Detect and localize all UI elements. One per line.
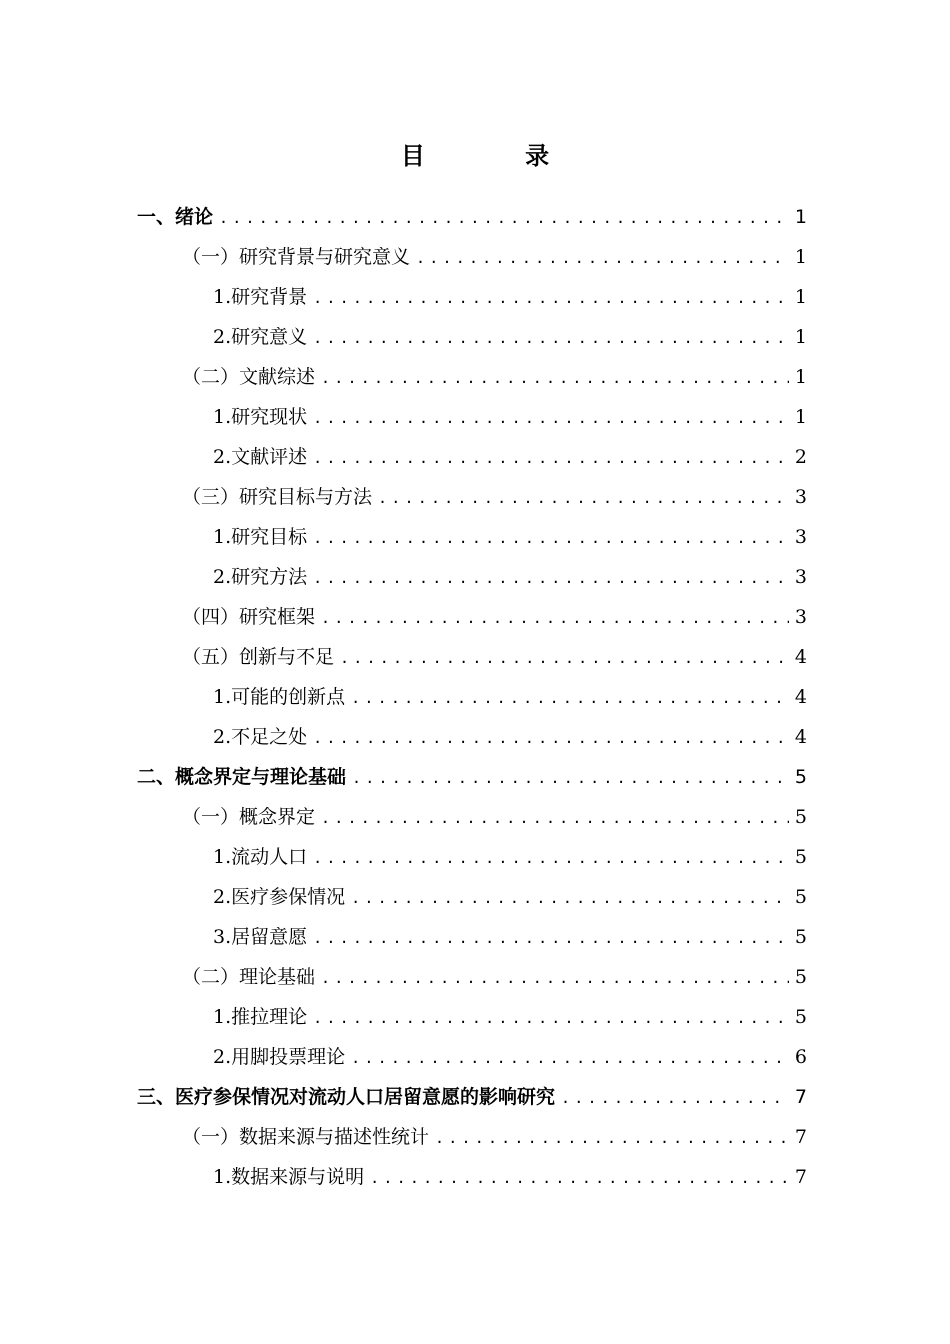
- toc-entry-label: 2.研究方法: [213, 566, 308, 588]
- toc-dot-leader: [321, 598, 789, 638]
- toc-entry-level-3[interactable]: [0, 917, 950, 957]
- toc-dot-leader: [351, 1038, 789, 1078]
- toc-entry-level-3[interactable]: [0, 397, 950, 437]
- toc-entry-level-3[interactable]: [0, 557, 950, 597]
- toc-dot-leader: [351, 678, 789, 718]
- toc-entry-level-2[interactable]: [0, 797, 950, 837]
- toc-dot-leader: [351, 878, 789, 918]
- toc-entry-label: （二）理论基础: [182, 966, 316, 988]
- toc-entry-label: 2.研究意义: [213, 326, 308, 348]
- toc-entry-level-1[interactable]: [0, 197, 950, 237]
- toc-entry-page-number: 5: [794, 926, 807, 948]
- toc-entry-page-number: 5: [794, 1006, 807, 1028]
- toc-entry-label: （一）研究背景与研究意义: [182, 246, 411, 268]
- toc-entry-level-1[interactable]: [0, 1077, 950, 1117]
- toc-entry-level-3[interactable]: [0, 517, 950, 557]
- toc-entry-level-2[interactable]: [0, 637, 950, 677]
- toc-entry-label: 1.研究目标: [213, 526, 308, 548]
- toc-entry-level-2[interactable]: [0, 357, 950, 397]
- toc-entry-page-number: 6: [794, 1046, 807, 1068]
- toc-entry-label: 1.研究背景: [213, 286, 308, 308]
- toc-entry-page-number: 3: [794, 566, 807, 588]
- toc-entry-page-number: 5: [794, 846, 807, 868]
- toc-entry-label: （三）研究目标与方法: [182, 486, 373, 508]
- toc-entry-page-number: 5: [794, 806, 807, 828]
- toc-entry-page-number: 3: [794, 526, 807, 548]
- toc-entry-page-number: 7: [794, 1086, 807, 1108]
- toc-entry-page-number: 4: [794, 686, 807, 708]
- toc-list: [0, 197, 950, 1197]
- toc-dot-leader: [435, 1118, 789, 1158]
- toc-entry-level-3[interactable]: [0, 1037, 950, 1077]
- toc-entry-level-2[interactable]: [0, 597, 950, 637]
- toc-entry-page-number: 3: [794, 486, 807, 508]
- toc-dot-leader: [313, 918, 789, 958]
- toc-entry-label: 2.不足之处: [213, 726, 308, 748]
- toc-entry-level-2[interactable]: [0, 477, 950, 517]
- toc-entry-level-3[interactable]: [0, 677, 950, 717]
- toc-dot-leader: [321, 958, 789, 998]
- toc-entry-page-number: 1: [794, 246, 807, 268]
- toc-dot-leader: [313, 718, 789, 758]
- toc-dot-leader: [313, 318, 789, 358]
- toc-entry-label: 2.用脚投票理论: [213, 1046, 346, 1068]
- toc-entry-page-number: 2: [794, 446, 807, 468]
- toc-dot-leader: [378, 478, 789, 518]
- toc-entry-page-number: 1: [794, 406, 807, 428]
- toc-entry-level-2[interactable]: [0, 957, 950, 997]
- toc-entry-level-1[interactable]: [0, 757, 950, 797]
- toc-dot-leader: [416, 238, 789, 278]
- toc-dot-leader: [313, 998, 789, 1038]
- toc-entry-level-3[interactable]: [0, 717, 950, 757]
- toc-entry-page-number: 4: [794, 646, 807, 668]
- toc-entry-label: 1.可能的创新点: [213, 686, 346, 708]
- toc-entry-label: （五）创新与不足: [182, 646, 335, 668]
- toc-entry-label: （一）概念界定: [182, 806, 316, 828]
- toc-entry-label: 3.居留意愿: [213, 926, 308, 948]
- toc-dot-leader: [219, 198, 789, 238]
- toc-entry-label: 一、绪论: [137, 206, 214, 228]
- toc-dot-leader: [313, 518, 789, 558]
- toc-title: 目 录: [400, 142, 596, 170]
- toc-entry-page-number: 1: [794, 286, 807, 308]
- toc-dot-leader: [313, 558, 789, 598]
- toc-entry-level-2[interactable]: [0, 237, 950, 277]
- toc-entry-level-3[interactable]: [0, 317, 950, 357]
- toc-entry-label: 二、概念界定与理论基础: [137, 766, 347, 788]
- toc-entry-page-number: 7: [794, 1166, 807, 1188]
- toc-entry-level-3[interactable]: [0, 997, 950, 1037]
- toc-dot-leader: [370, 1158, 789, 1198]
- toc-entry-level-3[interactable]: [0, 437, 950, 477]
- toc-entry-level-2[interactable]: [0, 1117, 950, 1157]
- toc-entry-level-3[interactable]: [0, 877, 950, 917]
- toc-entry-label: （一）数据来源与描述性统计: [182, 1126, 430, 1148]
- toc-entry-page-number: 1: [794, 206, 807, 228]
- toc-entry-label: 1.数据来源与说明: [213, 1166, 365, 1188]
- toc-dot-leader: [321, 358, 789, 398]
- toc-entry-level-3[interactable]: [0, 837, 950, 877]
- toc-dot-leader: [313, 398, 789, 438]
- toc-entry-label: 1.研究现状: [213, 406, 308, 428]
- toc-dot-leader: [313, 838, 789, 878]
- toc-dot-leader: [561, 1078, 789, 1118]
- toc-entry-page-number: 5: [794, 966, 807, 988]
- toc-dot-leader: [321, 798, 789, 838]
- toc-dot-leader: [340, 638, 789, 678]
- toc-dot-leader: [352, 758, 789, 798]
- toc-entry-page-number: 1: [794, 326, 807, 348]
- toc-entry-page-number: 1: [794, 366, 807, 388]
- toc-dot-leader: [313, 278, 789, 318]
- toc-entry-label: 1.流动人口: [213, 846, 308, 868]
- toc-entry-page-number: 7: [794, 1126, 807, 1148]
- toc-entry-page-number: 5: [794, 766, 807, 788]
- toc-entry-page-number: 4: [794, 726, 807, 748]
- toc-entry-level-3[interactable]: [0, 277, 950, 317]
- toc-entry-label: 1.推拉理论: [213, 1006, 308, 1028]
- toc-entry-label: 三、医疗参保情况对流动人口居留意愿的影响研究: [137, 1086, 556, 1108]
- toc-entry-page-number: 5: [794, 886, 807, 908]
- toc-dot-leader: [313, 438, 789, 478]
- toc-entry-level-3[interactable]: [0, 1157, 950, 1197]
- toc-entry-label: 2.文献评述: [213, 446, 308, 468]
- toc-entry-label: （二）文献综述: [182, 366, 316, 388]
- toc-entry-label: 2.医疗参保情况: [213, 886, 346, 908]
- toc-entry-page-number: 3: [794, 606, 807, 628]
- toc-entry-label: （四）研究框架: [182, 606, 316, 628]
